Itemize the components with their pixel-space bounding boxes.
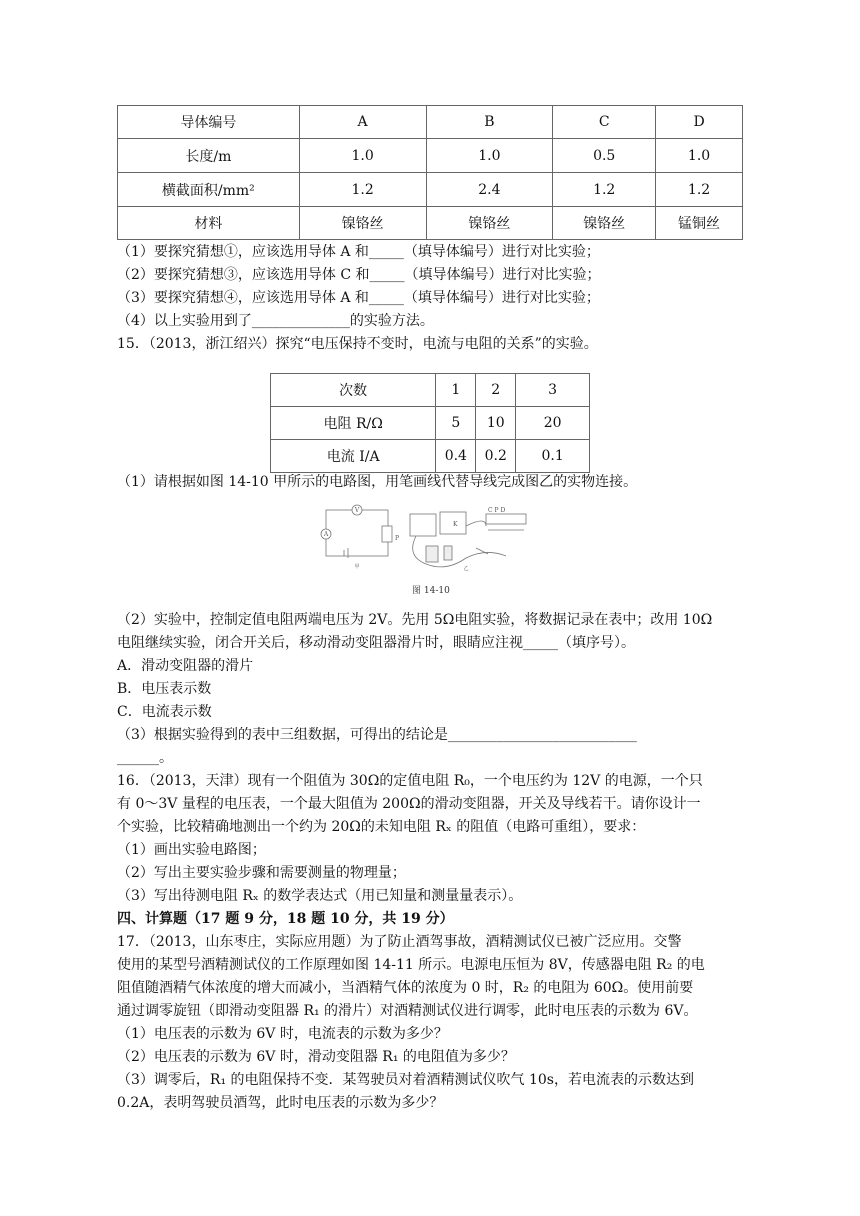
q17-subquestion-3-cont: 0.2A，表明驾驶员酒驾，此时电压表的示数为多少？ [117,1095,444,1111]
circuit-figure [316,502,536,572]
q17-subquestion-2: （2）电压表的示数为 6V 时，滑动变阻器 R₁ 的电阻值为多少？ [117,1049,515,1065]
q17-subquestion-3: （3）调零后，R₁ 的电阻保持不变．某驾驶员对着酒精测试仪吹气 10s，若电流表的示数达到 [117,1072,694,1088]
q16-subquestion-1: （1）画出实验电路图； [117,842,266,858]
table-cell: 材料 [118,207,300,240]
table-cell: 1 [436,374,476,407]
q16-subquestion-2: （2）写出主要实验步骤和需要测量的物理量； [117,865,406,881]
table-cell: 0.4 [436,440,476,473]
table-cell: 3 [516,374,590,407]
q17-line-4: 通过调零旋钮（即滑动变阻器 R₁ 的滑片）对酒精测试仪进行调零，此时电压表的示数为 6V。 [117,1003,698,1019]
table-cell: 镍铬丝 [553,207,656,240]
table-row [271,440,590,473]
figure-label: 甲 [354,564,360,570]
table-cell: 2.4 [426,173,553,207]
table-cell: 0.5 [553,139,656,173]
table-cell: A [299,106,426,139]
table-cell: 10 [476,407,516,440]
resistor-device [444,546,452,560]
table-cell: 1.2 [299,173,426,207]
table-cell: D [656,106,743,139]
figure-label: P [395,535,400,542]
table-cell: 锰铜丝 [656,207,743,240]
q16-line-1: 16．（2013，天津）现有一个阻值为 30Ω的定值电阻 R₀，一个电压约为 12V 的电源，一个只 [117,773,703,789]
q17-subquestion-1: （1）电压表的示数为 6V 时，电流表的示数为多少？ [117,1026,448,1042]
table-row [118,207,743,240]
table-row [118,106,743,139]
q15-subquestion-2: （2）实验中，控制定值电阻两端电压为 2V。先用 5Ω电阻实验，将数据记录在表中；改用 10Ω [117,612,713,628]
option-b: B．电压表示数 [117,681,212,697]
table-cell: 镍铬丝 [426,207,553,240]
table-cell: 镍铬丝 [299,207,426,240]
q16-line-2: 有 0～3V 量程的电压表，一个最大阻值为 200Ω的滑动变阻器，开关及导线若干。请你设计一 [117,796,701,812]
figure-label: 乙 [463,566,469,572]
figure-label: A [323,531,329,538]
section-heading: 四、计算题（17 题 9 分，18 题 10 分，共 19 分） [117,911,454,927]
table-cell: 长度/m [118,139,300,173]
table-cell: 1.2 [656,173,743,207]
q16-line-3: 个实验，比较精确地测出一个约为 20Ω的未知电阻 Rₓ 的阻值（电路可重组），要求： [117,819,646,835]
table-cell: 20 [516,407,590,440]
current-resistance-table [270,373,590,473]
rheostat-device [486,514,526,524]
q15-subquestion-2-cont: 电阻继续实验，闭合开关后，移动滑动变阻器滑片时，眼睛应注视_____（填序号）。 [117,635,635,651]
figure-label: C P D [488,507,506,514]
table-cell: B [426,106,553,139]
table-cell: 1.0 [656,139,743,173]
table-cell: 横截面积/mm² [118,173,300,207]
battery-device [426,546,438,562]
option-a: A．滑动变阻器的滑片 [117,658,254,674]
q14-subquestion-3: （3）要探究猜想④，应该选用导体 A 和_____（填导体编号）进行对比实验； [117,290,600,306]
table-cell: C [553,106,656,139]
table-row [271,374,590,407]
conductor-table [117,105,743,240]
table-cell: 0.1 [516,440,590,473]
meter-device [410,514,436,536]
q14-subquestion-4: （4）以上实验用到了______________的实验方法。 [117,313,434,329]
q14-subquestion-2: （2）要探究猜想③，应该选用导体 C 和_____（填导体编号）进行对比实验； [117,267,601,283]
table-cell: 2 [476,374,516,407]
q17-line-3: 阻值随酒精气体浓度的增大而减小，当酒精气体的浓度为 0 时，R₂ 的电阻为 60Ω。使用前要 [117,980,694,996]
q15-title: 15．（2013，浙江绍兴）探究“电压保持不变时，电流与电阻的关系”的实验。 [117,336,598,352]
table-row [118,173,743,207]
table-row [118,139,743,173]
figure-label: K [453,521,458,528]
rheostat-symbol [382,526,392,542]
q17-line-2: 使用的某型号酒精测试仪的工作原理如图 14-11 所示。电源电压恒为 8V，传感器电阻 R₂ 的电 [117,957,705,973]
circuit-diagram-frame [326,510,388,556]
table-cell: 0.2 [476,440,516,473]
figure-label: V [354,507,360,514]
table-row [271,407,590,440]
table-cell: 电流 I/A [271,440,436,473]
table-cell: 导体编号 [118,106,300,139]
option-c: C．电流表示数 [117,704,212,720]
figure-caption: 图 14-10 [412,586,450,596]
q15-subquestion-1: （1）请根据如图 14-10 甲所示的电路图，用笔画线代替导线完成图乙的实物连接。 [117,474,638,490]
table-cell: 1.0 [299,139,426,173]
q14-subquestion-1: （1）要探究猜想①，应该选用导体 A 和_____（填导体编号）进行对比实验； [117,244,600,260]
table-cell: 次数 [271,374,436,407]
q16-subquestion-3: （3）写出待测电阻 Rₓ 的数学表达式（用已知量和测量量表示）。 [117,888,523,904]
q17-line-1: 17．（2013，山东枣庄，实际应用题）为了防止酒驾事故，酒精测试仪已被广泛应用。交警 [117,934,682,950]
q15-subquestion-3: （3）根据实验得到的表中三组数据，可得出的结论是___________________________ [117,727,637,743]
q15-subquestion-3-cont: ______。 [117,750,173,766]
table-cell: 1.0 [426,139,553,173]
table-cell: 1.2 [553,173,656,207]
table-cell: 5 [436,407,476,440]
table-cell: 电阻 R/Ω [271,407,436,440]
